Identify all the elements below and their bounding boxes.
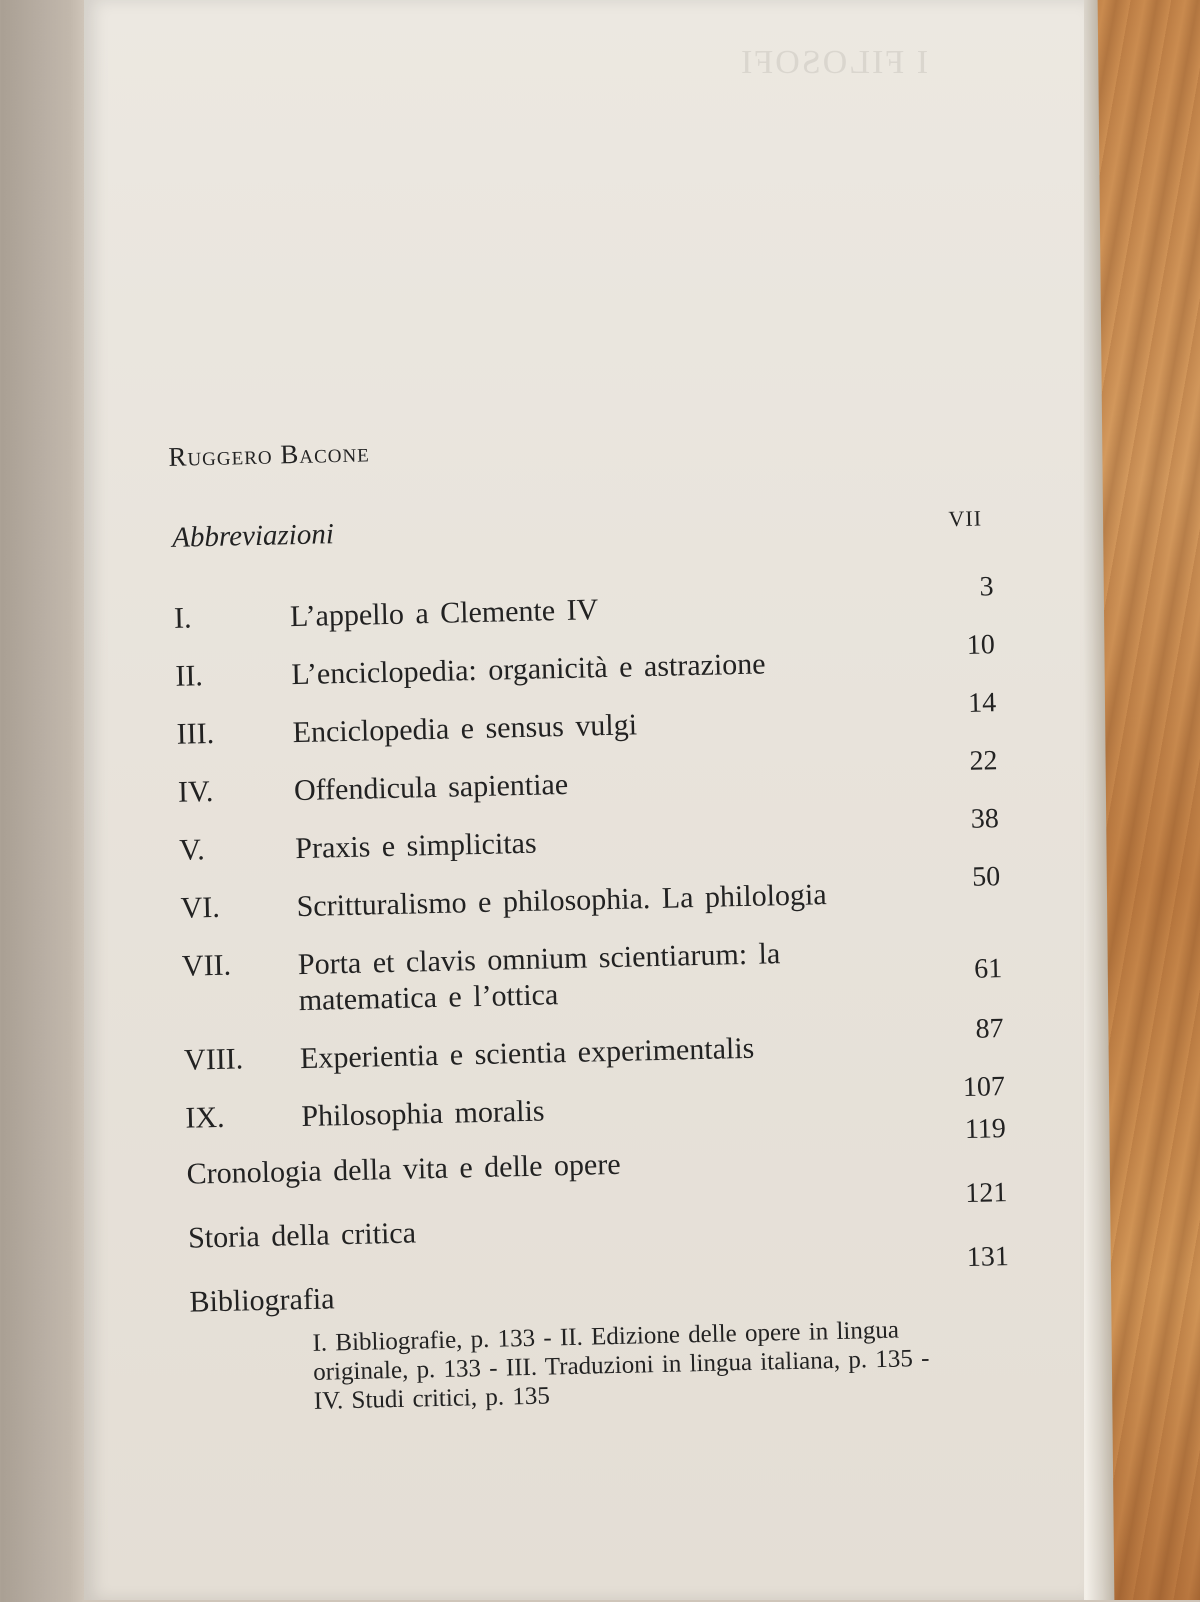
book-page bbox=[84, 0, 1084, 1600]
chapter-number: V. bbox=[178, 833, 205, 867]
chapter-page: 87 bbox=[975, 1013, 1004, 1045]
chapter-number: VIII. bbox=[183, 1042, 244, 1077]
chapter-title: Offendicula sapientiae bbox=[293, 767, 569, 808]
chapter-number: IV. bbox=[177, 774, 214, 809]
chapter-number: II. bbox=[174, 659, 204, 693]
chapter-title: Experientia e scientia experimentalis bbox=[299, 1031, 755, 1076]
bibliography-detail: I. Bibliografie, p. 133 - II. Edizione delle opere in lingua originale, p. 133 - III. Traduzioni in lingua italiana, p. 135 - IV. Studi critici, p. 135 bbox=[312, 1316, 930, 1415]
back-matter-page: 121 bbox=[964, 1177, 1008, 1210]
back-matter-label: Storia della critica bbox=[187, 1216, 417, 1255]
chapter-entry bbox=[182, 931, 1004, 1044]
abbreviations-label: Abbreviazioni bbox=[171, 518, 335, 554]
author-name: Ruggero Bacone bbox=[168, 437, 371, 472]
chapter-title: Enciclopedia e sensus vulgi bbox=[292, 708, 638, 750]
chapter-number: VII. bbox=[181, 948, 232, 983]
show-through-header: I FILOSOFI bbox=[739, 44, 929, 81]
chapter-list bbox=[173, 571, 1006, 1159]
chapter-page: 3 bbox=[979, 571, 994, 603]
chapter-page: 107 bbox=[962, 1071, 1006, 1104]
chapter-title: Porta et clavis omnium scientiarum: la matematica e l’ottica bbox=[297, 937, 781, 1018]
chapter-title: L’enciclopedia: organicità e astrazione bbox=[290, 647, 766, 692]
table-of-contents bbox=[74, 0, 1110, 1602]
chapter-title: Philosophia moralis bbox=[301, 1094, 545, 1134]
chapter-number: III. bbox=[176, 716, 215, 751]
chapter-title: L’appello a Clemente IV bbox=[289, 593, 599, 634]
abbreviations-entry bbox=[172, 503, 983, 561]
chapter-title: Scritturalismo e philosophia. La philologia bbox=[296, 878, 827, 924]
chapter-number: I. bbox=[173, 601, 192, 635]
back-matter-label: Bibliografia bbox=[189, 1282, 335, 1319]
chapter-number: VI. bbox=[180, 890, 221, 925]
back-matter-label: Cronologia della vita e delle opere bbox=[186, 1147, 621, 1191]
chapter-page: 10 bbox=[966, 629, 996, 661]
abbreviations-page: VII bbox=[948, 505, 983, 532]
chapter-title: Praxis e simplicitas bbox=[294, 826, 537, 866]
chapter-page: 14 bbox=[967, 687, 997, 719]
chapter-page: 50 bbox=[971, 861, 1001, 893]
back-matter-page: 119 bbox=[964, 1113, 1007, 1146]
chapter-page: 61 bbox=[973, 953, 1003, 985]
chapter-page: 38 bbox=[970, 803, 1000, 835]
chapter-number: IX. bbox=[185, 1100, 225, 1135]
back-matter-page: 131 bbox=[966, 1241, 1010, 1273]
chapter-page: 22 bbox=[969, 745, 998, 777]
